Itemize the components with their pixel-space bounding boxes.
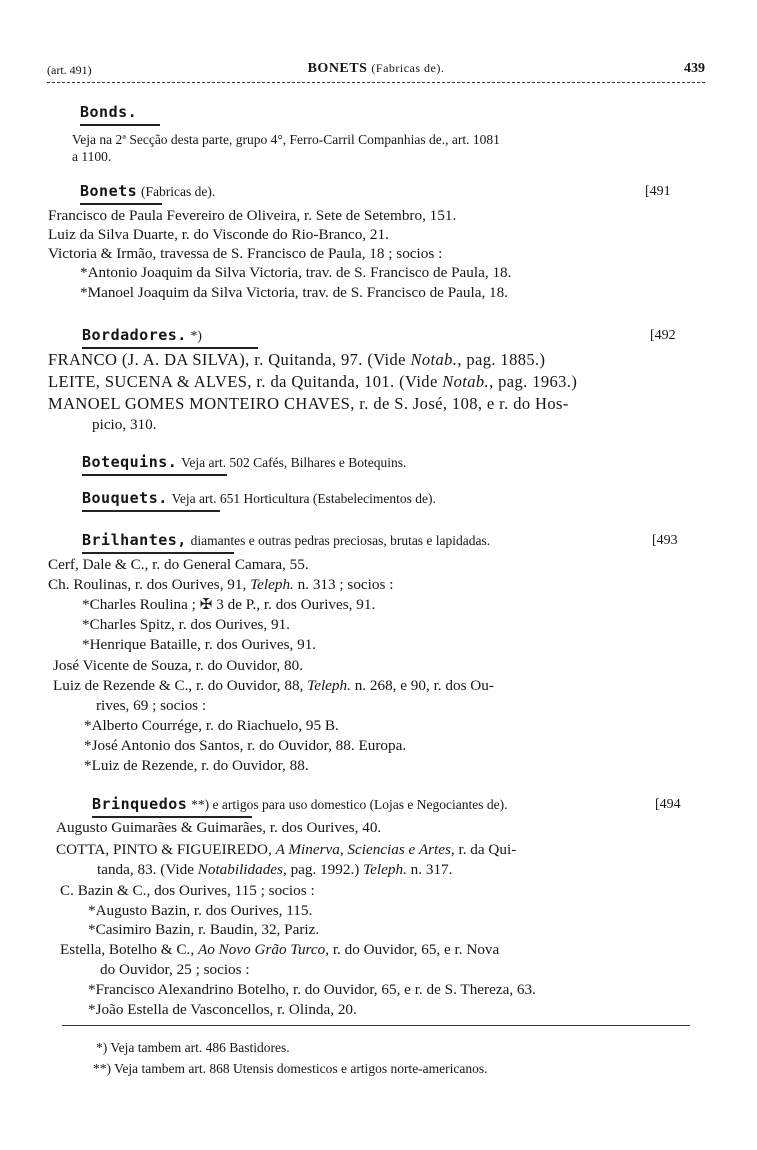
heading-text-desc: diamantes e outras pedras preciosas, brutas e lapidadas. — [190, 533, 491, 548]
entry-partner: *Augusto Bazin, r. dos Ourives, 115. — [88, 902, 313, 919]
entry-cont: picio, 310. — [92, 416, 157, 433]
running-head — [47, 60, 705, 82]
section-heading-brinquedos — [92, 794, 508, 815]
entry-partner: *Charles Spitz, r. dos Ourives, 91. — [82, 616, 290, 633]
entry: Estella, Botelho & C., Ao Novo Grão Turco, r. do Ouvidor, 65, e r. Nova — [60, 941, 500, 958]
section-heading-bonets — [80, 181, 215, 202]
heading-suffix: *) — [190, 328, 202, 343]
running-title — [47, 61, 705, 77]
header-rule — [47, 82, 705, 83]
entry-notable: MANOEL GOMES MONTEIRO CHAVES, r. de S. José, 108, e r. do Hos- — [48, 394, 569, 413]
heading-text-ref: Veja art. 651 Horticultura (Estabelecimentos de). — [171, 491, 436, 506]
heading-suffix: (Fabricas de). — [140, 184, 216, 199]
entry-partner: *Manoel Joaquim da Silva Victoria, trav. de S. Francisco de Paula, 18. — [80, 284, 509, 301]
entry-partner: *Casimiro Bazin, r. Baudin, 32, Pariz. — [88, 921, 320, 938]
entry: COTTA, PINTO & FIGUEIREDO, A Minerva, Sciencias e Artes, r. da Qui- — [56, 841, 517, 858]
running-title-main: BONETS — [307, 61, 368, 76]
entry: C. Bazin & C., dos Ourives, 115 ; socios : — [60, 882, 315, 899]
section-heading-bordadores — [82, 325, 202, 346]
entry: Victoria & Irmão, travessa de S. Francisco de Paula, 18 ; socios : — [48, 245, 443, 262]
heading-underline — [82, 347, 258, 349]
article-range: (art. 491) — [47, 63, 92, 77]
heading-underline — [82, 510, 220, 512]
entry-partner: *José Antonio dos Santos, r. do Ouvidor, 88. Europa. — [84, 737, 407, 754]
footnote: *) Veja tambem art. 486 Bastidores. — [96, 1040, 290, 1055]
heading-text: Botequins. — [82, 453, 178, 471]
footnote: **) Veja tambem art. 868 Utensis domesticos e artigos norte-americanos. — [93, 1061, 488, 1076]
bonds-text-cont: a 1100. — [72, 149, 112, 164]
heading-underline — [82, 552, 234, 554]
entry: Luiz da Silva Duarte, r. do Visconde do Rio-Branco, 21. — [48, 226, 389, 243]
page-number: 439 — [684, 61, 705, 76]
heading-text-ref: Veja art. 502 Cafés, Bilhares e Botequins. — [181, 455, 407, 470]
article-number: [491 — [645, 184, 671, 199]
footnote-rule — [62, 1025, 690, 1026]
entry-notable: FRANCO (J. A. DA SILVA), r. Quitanda, 97. (Vide Notab., pag. 1885.) — [48, 350, 546, 369]
article-number: [492 — [650, 328, 676, 343]
entry-partner: *Charles Roulina ; ✠ 3 de P., r. dos Ourives, 91. — [82, 596, 376, 613]
entry: Francisco de Paula Fevereiro de Oliveira, r. Sete de Setembro, 151. — [48, 207, 457, 224]
bonds-text: Veja na 2ª Secção desta parte, grupo 4°, Ferro-Carril Companhias de., art. 1081 — [72, 132, 500, 147]
entry-partner: *Alberto Courrége, r. do Riachuelo, 95 B. — [84, 717, 339, 734]
entry-partner: *Henrique Bataille, r. dos Ourives, 91. — [82, 636, 317, 653]
entry: José Vicente de Souza, r. do Ouvidor, 80. — [53, 657, 304, 674]
entry-cont: rives, 69 ; socios : — [96, 697, 207, 714]
heading-text-desc: **) e artigos para uso domestico (Lojas e Negociantes de). — [191, 797, 508, 812]
section-heading-bouquets — [82, 488, 436, 509]
entry-partner: *Antonio Joaquim da Silva Victoria, trav. de S. Francisco de Paula, 18. — [80, 264, 512, 281]
heading-text: Brilhantes, — [82, 531, 187, 549]
entry-cont: do Ouvidor, 25 ; socios : — [100, 961, 250, 978]
heading-underline — [82, 474, 227, 476]
entry-partner: *João Estella de Vasconcellos, r. Olinda, 20. — [88, 1001, 357, 1018]
running-title-sub: (Fabricas de). — [371, 61, 445, 75]
article-number: [493 — [652, 533, 678, 548]
article-number: [494 — [655, 797, 681, 812]
section-heading-brilhantes — [82, 530, 490, 551]
heading-text: Bordadores. — [82, 326, 187, 344]
entry-notable: LEITE, SUCENA & ALVES, r. da Quitanda, 101. (Vide Notab., pag. 1963.) — [48, 372, 578, 391]
entry-partner: *Francisco Alexandrino Botelho, r. do Ouvidor, 65, e r. de S. Thereza, 63. — [88, 981, 536, 998]
entry-cont: tanda, 83. (Vide Notabilidades, pag. 1992.) Teleph. n. 317. — [97, 861, 453, 878]
section-heading-bonds: Bonds. — [80, 103, 138, 121]
heading-text: Bonets — [80, 182, 138, 200]
entry: Ch. Roulinas, r. dos Ourives, 91, Teleph. n. 313 ; socios : — [48, 576, 394, 593]
heading-underline — [80, 124, 160, 126]
heading-text: Brinquedos — [92, 795, 188, 813]
entry: Cerf, Dale & C., r. do General Camara, 55. — [48, 556, 309, 573]
heading-underline — [80, 203, 162, 205]
section-heading-botequins — [82, 452, 406, 473]
heading-text: Bouquets. — [82, 489, 168, 507]
entry-partner: *Luiz de Rezende, r. do Ouvidor, 88. — [84, 757, 309, 774]
entry: Luiz de Rezende & C., r. do Ouvidor, 88, Teleph. n. 268, e 90, r. dos Ou- — [53, 677, 494, 694]
entry: Augusto Guimarães & Guimarães, r. dos Ourives, 40. — [56, 819, 382, 836]
